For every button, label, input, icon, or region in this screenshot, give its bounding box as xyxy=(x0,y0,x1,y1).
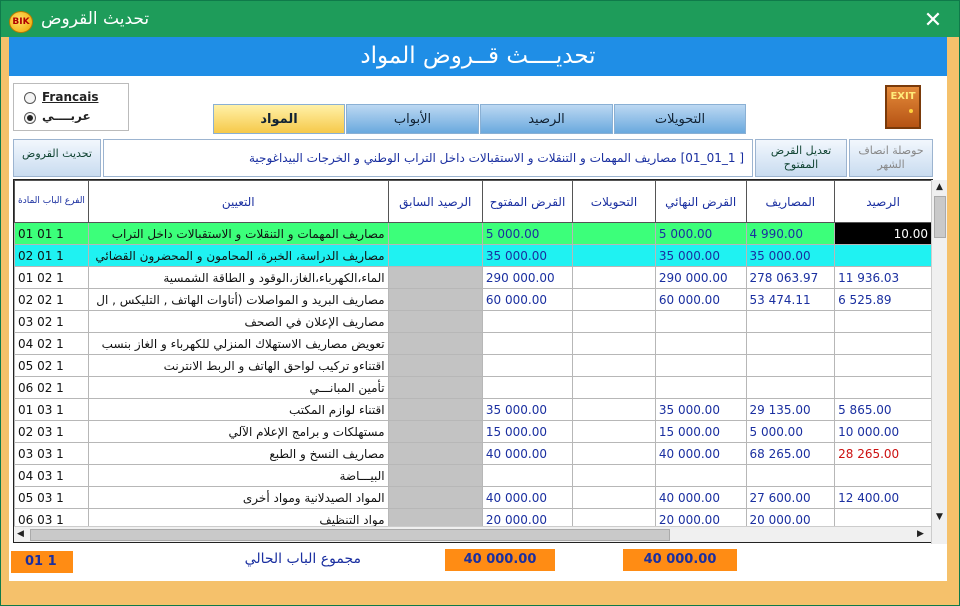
cell-expenses[interactable]: 53 474.11 xyxy=(746,289,835,311)
cell-code[interactable]: 02 01 1 xyxy=(15,245,89,267)
cell-transfers[interactable] xyxy=(573,465,656,487)
cell-expenses[interactable] xyxy=(746,311,835,333)
col-final-loan[interactable]: القرض النهائي xyxy=(655,181,746,223)
cell-code[interactable]: 01 03 1 xyxy=(15,399,89,421)
horizontal-scrollbar[interactable] xyxy=(14,526,931,542)
cell-code[interactable]: 01 01 1 xyxy=(15,223,89,245)
cell-final-loan[interactable]: 40 000.00 xyxy=(655,487,746,509)
cell-open-loan[interactable]: 35 000.00 xyxy=(482,245,572,267)
cell-prev-balance[interactable] xyxy=(388,267,482,289)
cell-final-loan[interactable]: 35 000.00 xyxy=(655,245,746,267)
cell-prev-balance[interactable] xyxy=(388,311,482,333)
table-row[interactable] xyxy=(15,377,932,399)
cell-balance[interactable] xyxy=(835,245,932,267)
cell-balance[interactable]: 5 865.00 xyxy=(835,399,932,421)
cell-code[interactable]: 03 03 1 xyxy=(15,443,89,465)
loans-table xyxy=(13,179,943,543)
chapter-total-label: مجموع الباب الحالي xyxy=(244,551,361,567)
cell-code[interactable]: 02 02 1 xyxy=(15,289,89,311)
cell-prev-balance[interactable] xyxy=(388,465,482,487)
cell-designation[interactable]: مستهلكات و برامج الإعلام الآلي xyxy=(88,421,388,443)
cell-prev-balance[interactable] xyxy=(388,223,482,245)
vertical-scroll-thumb[interactable] xyxy=(934,196,946,238)
radio-arabic[interactable] xyxy=(24,112,36,124)
cell-expenses[interactable]: 4 990.00 xyxy=(746,223,835,245)
cell-prev-balance[interactable] xyxy=(388,399,482,421)
cell-open-loan[interactable]: 40 000.00 xyxy=(482,443,572,465)
cell-prev-balance[interactable] xyxy=(388,443,482,465)
cell-open-loan[interactable] xyxy=(482,465,572,487)
cell-prev-balance[interactable] xyxy=(388,421,482,443)
cell-expenses[interactable]: 278 063.97 xyxy=(746,267,835,289)
cell-prev-balance[interactable] xyxy=(388,355,482,377)
cell-transfers[interactable] xyxy=(573,355,656,377)
cell-code[interactable]: 06 02 1 xyxy=(15,377,89,399)
cell-final-loan[interactable]: 15 000.00 xyxy=(655,421,746,443)
cell-open-loan[interactable] xyxy=(482,377,572,399)
half-month-summary-button[interactable]: حوصلة انصاف الشهر xyxy=(849,139,933,177)
cell-open-loan[interactable]: 35 000.00 xyxy=(482,399,572,421)
cell-designation[interactable]: مصاريف الإعلان في الصحف xyxy=(88,311,388,333)
cell-code[interactable]: 01 02 1 xyxy=(15,267,89,289)
tab-items[interactable]: المواد xyxy=(213,104,345,134)
cell-designation[interactable]: مصاريف المهمات و التنقلات و الاستقبالات داخل التراب xyxy=(88,223,388,245)
col-code[interactable]: الفرع الباب المادة xyxy=(15,181,89,223)
cell-transfers[interactable] xyxy=(573,267,656,289)
cell-final-loan[interactable]: 35 000.00 xyxy=(655,399,746,421)
col-designation[interactable]: التعيين xyxy=(88,181,388,223)
cell-expenses[interactable] xyxy=(746,355,835,377)
cell-designation[interactable]: الماء،الكهرباء،الغاز،الوقود و الطاقة الشمسية xyxy=(88,267,388,289)
cell-balance[interactable]: 10.00 xyxy=(835,223,932,245)
cell-balance[interactable] xyxy=(835,377,932,399)
cell-final-loan[interactable] xyxy=(655,311,746,333)
window-title: تحديث القروض xyxy=(41,9,150,29)
cell-balance[interactable] xyxy=(835,355,932,377)
cell-prev-balance[interactable] xyxy=(388,245,482,267)
table-row[interactable] xyxy=(15,465,932,487)
cell-designation[interactable]: مصاريف النسخ و الطبع xyxy=(88,443,388,465)
cell-final-loan[interactable] xyxy=(655,333,746,355)
cell-expenses[interactable]: 27 600.00 xyxy=(746,487,835,509)
cell-final-loan[interactable]: 40 000.00 xyxy=(655,443,746,465)
exit-label: EXIT xyxy=(890,91,916,102)
cell-expenses[interactable] xyxy=(746,377,835,399)
cell-final-loan[interactable]: 290 000.00 xyxy=(655,267,746,289)
cell-designation[interactable]: مواد التنظيف xyxy=(88,509,388,531)
cell-open-loan[interactable]: 290 000.00 xyxy=(482,267,572,289)
tab-transfers[interactable]: التحويلات xyxy=(614,104,746,134)
cell-expenses[interactable] xyxy=(746,465,835,487)
cell-open-loan[interactable]: 60 000.00 xyxy=(482,289,572,311)
cell-expenses[interactable]: 29 135.00 xyxy=(746,399,835,421)
table-row[interactable] xyxy=(15,245,932,267)
table-row[interactable] xyxy=(15,289,932,311)
update-loans-button[interactable]: تحديث القروض xyxy=(13,139,101,177)
exit-button[interactable] xyxy=(885,85,921,129)
cell-designation[interactable]: المواد الصيدلانية ومواد أخرى xyxy=(88,487,388,509)
cell-balance[interactable]: 28 265.00 xyxy=(835,443,932,465)
scroll-left-icon[interactable]: ◀ xyxy=(17,529,24,539)
radio-arabic-label[interactable]: عربــــي xyxy=(42,109,91,123)
cell-expenses[interactable]: 20 000.00 xyxy=(746,509,835,531)
cell-expenses[interactable] xyxy=(746,333,835,355)
current-chapter-code: 01 1 xyxy=(11,551,73,573)
cell-transfers[interactable] xyxy=(573,443,656,465)
cell-balance[interactable] xyxy=(835,465,932,487)
cell-designation[interactable]: البيـــاضة xyxy=(88,465,388,487)
table-row[interactable] xyxy=(15,355,932,377)
cell-transfers[interactable] xyxy=(573,399,656,421)
cell-open-loan[interactable] xyxy=(482,355,572,377)
cell-balance[interactable]: 11 936.03 xyxy=(835,267,932,289)
cell-final-loan[interactable]: 5 000.00 xyxy=(655,223,746,245)
cell-designation[interactable]: اقتناء لوازم المكتب xyxy=(88,399,388,421)
horizontal-scroll-thumb[interactable] xyxy=(30,529,670,541)
cell-expenses[interactable]: 35 000.00 xyxy=(746,245,835,267)
vertical-scrollbar[interactable] xyxy=(931,180,947,544)
edit-open-loan-button[interactable]: تعديل القرض المفتوح xyxy=(755,139,847,177)
table-row[interactable] xyxy=(15,267,932,289)
close-button[interactable]: ✕ xyxy=(923,8,943,33)
table-row[interactable] xyxy=(15,333,932,355)
language-selector xyxy=(13,83,129,131)
radio-french[interactable] xyxy=(24,92,36,104)
table-row[interactable] xyxy=(15,487,932,509)
cell-code[interactable]: 04 03 1 xyxy=(15,465,89,487)
status-bar xyxy=(1,581,959,605)
scroll-right-icon[interactable]: ▶ xyxy=(917,529,924,539)
cell-code[interactable]: 03 02 1 xyxy=(15,311,89,333)
cell-prev-balance[interactable] xyxy=(388,377,482,399)
tab-balance[interactable]: الرصيد xyxy=(480,104,613,134)
cell-final-loan[interactable]: 20 000.00 xyxy=(655,509,746,531)
cell-designation[interactable]: مصاريف البريد و المواصلات (أتاوات الهاتف , التليكس , ال xyxy=(88,289,388,311)
total-open-loan: 40 000.00 xyxy=(445,549,555,571)
cell-balance[interactable] xyxy=(835,311,932,333)
cell-final-loan[interactable] xyxy=(655,377,746,399)
cell-designation[interactable]: تعويض مصاريف الاستهلاك المنزلي للكهرباء و الغاز بنسب xyxy=(88,333,388,355)
cell-designation[interactable]: اقتناءو تركيب لواحق الهاتف و الربط الانترنت xyxy=(88,355,388,377)
cell-transfers[interactable] xyxy=(573,223,656,245)
selected-account-display: [ 1_01_01] مصاريف المهمات و التنقلات و الاستقبالات داخل التراب الوطني و الخرجات البيداغوجية xyxy=(103,139,753,177)
col-balance[interactable]: الرصيد xyxy=(835,181,932,223)
cell-code[interactable]: 02 03 1 xyxy=(15,421,89,443)
cell-final-loan[interactable]: 60 000.00 xyxy=(655,289,746,311)
table-row[interactable] xyxy=(15,399,932,421)
cell-balance[interactable]: 10 000.00 xyxy=(835,421,932,443)
cell-transfers[interactable] xyxy=(573,289,656,311)
cell-balance[interactable] xyxy=(835,333,932,355)
cell-transfers[interactable] xyxy=(573,333,656,355)
cell-open-loan[interactable] xyxy=(482,311,572,333)
scroll-up-icon[interactable]: ▲ xyxy=(936,182,943,192)
cell-designation[interactable]: مصاريف الدراسة، الخبرة، المحامون و المحضرون القضائي xyxy=(88,245,388,267)
cell-open-loan[interactable]: 15 000.00 xyxy=(482,421,572,443)
cell-open-loan[interactable]: 5 000.00 xyxy=(482,223,572,245)
title-bar xyxy=(1,1,959,37)
app-logo-icon: BIK xyxy=(9,11,33,33)
cell-code[interactable]: 05 02 1 xyxy=(15,355,89,377)
page-title: تحديــــث قــروض المواد xyxy=(9,37,947,77)
cell-transfers[interactable] xyxy=(573,487,656,509)
cell-prev-balance[interactable] xyxy=(388,333,482,355)
cell-expenses[interactable]: 5 000.00 xyxy=(746,421,835,443)
cell-code[interactable]: 06 03 1 xyxy=(15,509,89,531)
cell-open-loan[interactable] xyxy=(482,333,572,355)
cell-code[interactable]: 04 02 1 xyxy=(15,333,89,355)
cell-final-loan[interactable] xyxy=(655,355,746,377)
cell-balance[interactable]: 12 400.00 xyxy=(835,487,932,509)
cell-transfers[interactable] xyxy=(573,377,656,399)
table-row[interactable] xyxy=(15,311,932,333)
cell-transfers[interactable] xyxy=(573,311,656,333)
cell-final-loan[interactable] xyxy=(655,465,746,487)
table-row[interactable] xyxy=(15,421,932,443)
cell-balance[interactable]: 6 525.89 xyxy=(835,289,932,311)
scroll-down-icon[interactable]: ▼ xyxy=(936,512,943,522)
cell-open-loan[interactable]: 20 000.00 xyxy=(482,509,572,531)
col-prev-balance[interactable]: الرصيد السابق xyxy=(388,181,482,223)
footer-totals xyxy=(1,547,959,577)
col-open-loan[interactable]: القرض المفتوح xyxy=(482,181,572,223)
cell-expenses[interactable]: 68 265.00 xyxy=(746,443,835,465)
radio-french-label[interactable]: Francais xyxy=(42,90,99,104)
cell-prev-balance[interactable] xyxy=(388,289,482,311)
total-final-loan: 40 000.00 xyxy=(623,549,737,571)
tab-chapters[interactable]: الأبواب xyxy=(346,104,479,134)
loans-grid xyxy=(14,180,932,531)
cell-code[interactable]: 05 03 1 xyxy=(15,487,89,509)
cell-transfers[interactable] xyxy=(573,421,656,443)
col-expenses[interactable]: المصاريف xyxy=(746,181,835,223)
table-row[interactable] xyxy=(15,223,932,245)
cell-designation[interactable]: تأمين المبانـــي xyxy=(88,377,388,399)
cell-open-loan[interactable]: 40 000.00 xyxy=(482,487,572,509)
table-row[interactable] xyxy=(15,443,932,465)
col-transfers[interactable]: التحويلات xyxy=(573,181,656,223)
cell-transfers[interactable] xyxy=(573,245,656,267)
cell-prev-balance[interactable] xyxy=(388,487,482,509)
